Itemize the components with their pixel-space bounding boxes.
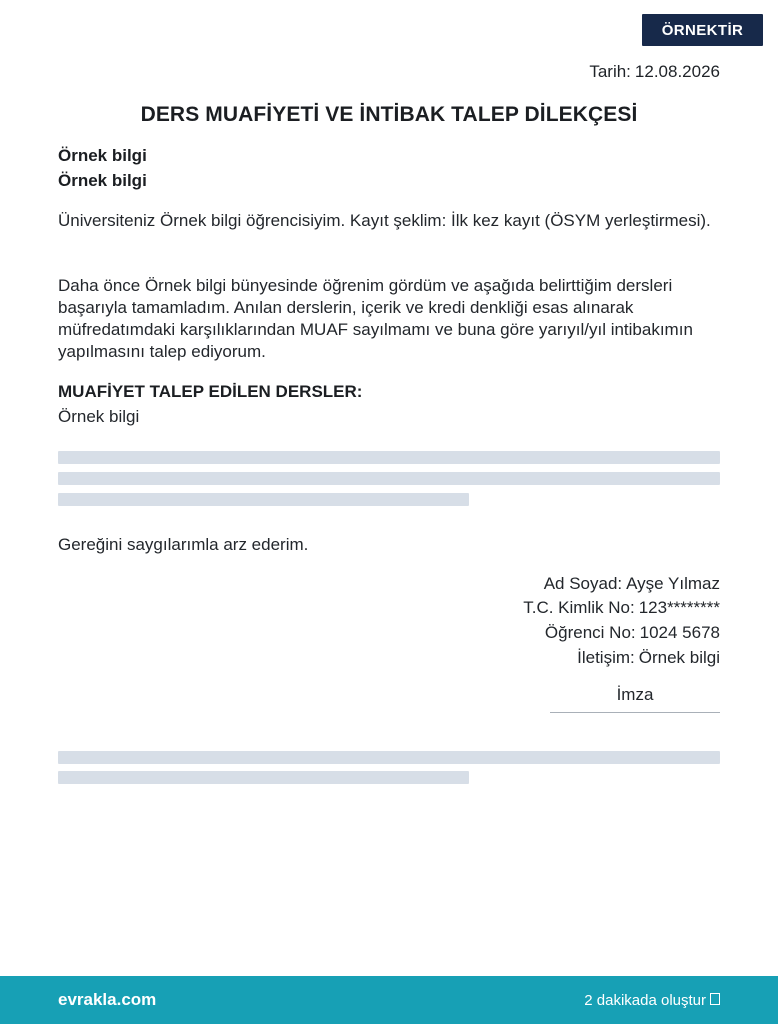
placeholder-bar — [58, 771, 469, 784]
name-label: Ad Soyad: — [543, 574, 623, 593]
body-paragraph-1: Üniversiteniz Örnek bilgi öğrencisiyim. Kayıt şeklim: İlk kez kayıt (ÖSYM yerleştirmesi). — [58, 211, 711, 230]
footer-brand-link[interactable]: evrakla.com — [58, 990, 157, 1009]
footer-bar — [0, 976, 778, 1024]
student-label: Öğrenci No: — [544, 623, 636, 642]
student-value: 1024 5678 — [639, 623, 720, 642]
signature-id-line — [523, 598, 720, 618]
exemption-value: Örnek bilgi — [58, 407, 140, 426]
signature-student-line — [545, 623, 720, 643]
placeholder-bar — [58, 493, 469, 506]
signature-name-line — [544, 574, 720, 594]
id-value: 123******** — [638, 598, 720, 617]
closing-text: Gereğini saygılarımla arz ederim. — [58, 535, 309, 554]
placeholder-bar — [58, 451, 720, 464]
date-line — [589, 62, 720, 82]
document-title: DERS MUAFİYETİ VE İNTİBAK TALEP DİLEKÇESİ — [140, 103, 638, 126]
date-label: Tarih: — [589, 62, 631, 81]
contact-label: İletişim: — [577, 648, 635, 667]
exemption-heading: MUAFİYET TALEP EDİLEN DERSLER: — [58, 382, 363, 401]
signature-contact-line — [577, 648, 720, 668]
date-value: 12.08.2026 — [634, 62, 720, 81]
id-label: T.C. Kimlik No: — [523, 598, 635, 617]
create-document-label: 2 dakikada oluştur — [584, 991, 706, 1009]
placeholder-bar — [58, 472, 720, 485]
recipient-line-1: Örnek bilgi — [58, 146, 147, 165]
recipient-line-2: Örnek bilgi — [58, 171, 147, 190]
signature-rule — [550, 712, 720, 713]
sample-badge: ÖRNEKTİR — [642, 14, 763, 46]
name-value: Ayşe Yılmaz — [626, 574, 720, 593]
body-paragraph-2: Daha önce Örnek bilgi bünyesinde öğrenim gördüm ve aşağıda belirttiğim dersleri başarıyla tamamladım. Anılan derslerin, içerik ve kredi denkliği esas alınarak müfredatımdaki karşılıklarından MUAF sayılmamı ve buna göre yarıyıl/yıl intibakımın yapılmasını talep ediyorum. — [58, 276, 693, 361]
contact-value: Örnek bilgi — [638, 648, 720, 667]
placeholder-bar — [58, 751, 720, 764]
signature-label: İmza — [616, 685, 654, 704]
arrow-right-icon — [710, 993, 720, 1007]
create-document-link[interactable] — [584, 992, 720, 1009]
